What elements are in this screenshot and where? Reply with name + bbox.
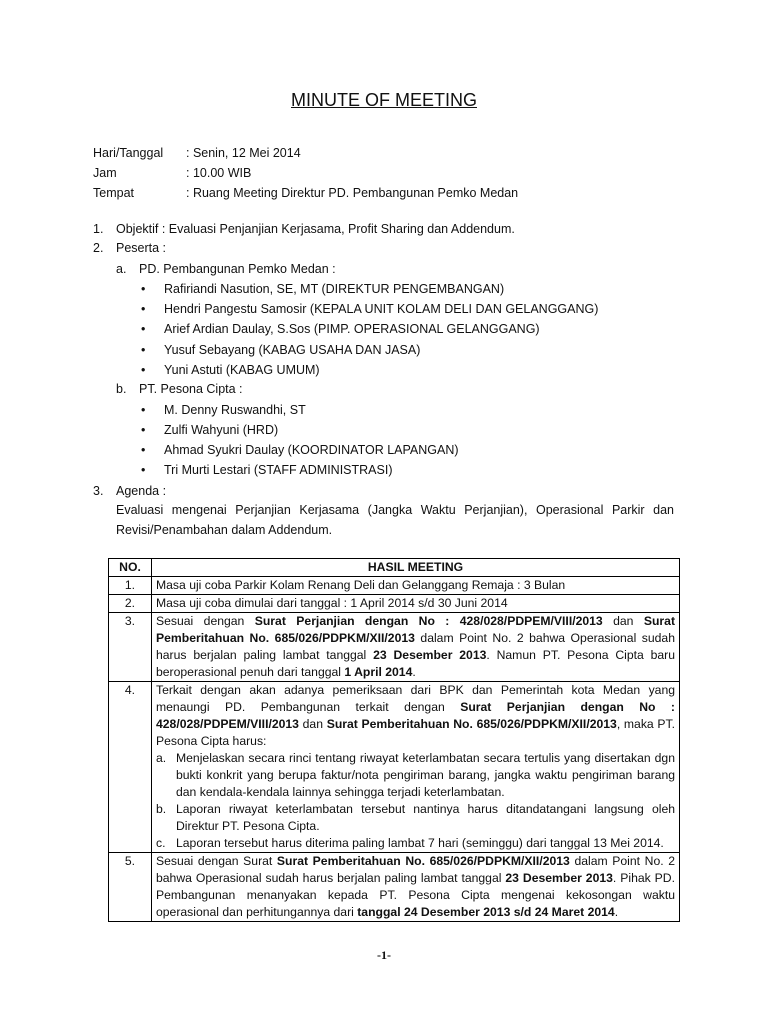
- sub-item-text: Menjelaskan secara rinci tentang riwayat keterlambatan secara tertulis yang disertakan dgn bukti konkrit yang berupa faktur/nota pengiriman barang, jangka waktu pengiriman barang dan kendala-kendala lainnya sehingga terjadi keterlambatan.: [176, 751, 675, 799]
- text-run: dan: [298, 717, 327, 731]
- bullet-icon: •: [141, 443, 146, 457]
- table-row: [109, 577, 680, 595]
- row-number: 4.: [109, 682, 152, 853]
- text-run: Sesuai dengan: [156, 614, 255, 628]
- bullet-icon: •: [141, 423, 146, 437]
- bold-run: Surat Perjanjian dengan No : 428/028/PDPEM/VIII/2013: [254, 614, 603, 628]
- participant-name: Yuni Astuti (KABAG UMUM): [164, 363, 320, 377]
- table-row: [109, 682, 680, 853]
- row-text: [152, 682, 680, 853]
- sub-item-label: c.: [156, 836, 166, 850]
- participant-name: Zulfi Wahyuni (HRD): [164, 423, 279, 437]
- agenda-heading: Agenda :: [116, 484, 167, 498]
- meta-label: Hari/Tanggal: [93, 146, 164, 160]
- sub-item: [156, 835, 675, 852]
- sublist-marker: b.: [116, 382, 127, 396]
- bullet-icon: •: [141, 302, 146, 316]
- sub-item: [156, 750, 675, 801]
- row-number: 1.: [109, 577, 152, 595]
- text-run: .: [412, 665, 416, 679]
- bullet-icon: •: [141, 403, 146, 417]
- page-number: -1-: [377, 948, 391, 962]
- bold-run: Surat Pemberitahuan No. 685/026/PDPKM/XII/2013: [276, 854, 570, 868]
- participant-name: M. Denny Ruswandhi, ST: [164, 403, 306, 417]
- sublist-marker: a.: [116, 262, 127, 276]
- text-run: dan: [602, 614, 644, 628]
- meta-value: : Senin, 12 Mei 2014: [186, 146, 301, 160]
- text-run: . Namun PT. Pesona Cipta baru beroperasional penuh dari tanggal: [156, 648, 676, 679]
- page-title: MINUTE OF MEETING: [291, 90, 477, 110]
- row-number: 5.: [109, 853, 152, 922]
- table-row: [109, 853, 680, 922]
- group-b-heading: PT. Pesona Cipta :: [139, 382, 243, 396]
- row-intro: [156, 682, 675, 750]
- bold-run: Surat Perjanjian dengan No : 428/028/PDPEM/VIII/2013: [156, 700, 675, 731]
- row-text: Masa uji coba dimulai dari tanggal : 1 April 2014 s/d 30 Juni 2014: [152, 595, 680, 613]
- participant-name: Yusuf Sebayang (KABAG USAHA DAN JASA): [164, 343, 421, 357]
- bullet-icon: •: [141, 363, 146, 377]
- bold-run: 23 Desember 2013: [373, 648, 487, 662]
- sub-item: [156, 801, 675, 835]
- sub-item-text: Laporan riwayat keterlambatan tersebut nantinya harus ditandatangani langsung oleh Direktur PT. Pesona Cipta.: [176, 802, 675, 833]
- table-header-row: [109, 559, 680, 577]
- bullet-icon: •: [141, 282, 146, 296]
- row-text: [152, 613, 680, 682]
- bullet-icon: •: [141, 463, 146, 477]
- participant-name: Rafiriandi Nasution, SE, MT (DIREKTUR PENGEMBANGAN): [164, 282, 505, 296]
- sub-item-label: a.: [156, 751, 167, 765]
- group-a-heading: PD. Pembangunan Pemko Medan :: [139, 262, 336, 276]
- sub-item-label: b.: [156, 802, 167, 816]
- list-number: 2.: [93, 241, 104, 255]
- meta-value: : 10.00 WIB: [186, 166, 252, 180]
- participants-heading: Peserta :: [116, 241, 167, 255]
- bold-run: Surat Pemberitahuan No. 685/026/PDPKM/XII/2013: [326, 717, 617, 731]
- list-number: 3.: [93, 484, 104, 498]
- bold-run: 1 April 2014: [344, 665, 413, 679]
- participant-name: Hendri Pangestu Samosir (KEPALA UNIT KOLAM DELI DAN GELANGGANG): [164, 302, 599, 316]
- bold-run: tanggal 24 Desember 2013 s/d 24 Maret 2014: [357, 905, 615, 919]
- bullet-icon: •: [141, 322, 146, 336]
- text-run: Sesuai dengan Surat: [156, 854, 277, 868]
- table-row: [109, 613, 680, 682]
- row-number: 2.: [109, 595, 152, 613]
- row-text: Masa uji coba Parkir Kolam Renang Deli dan Gelanggang Remaja : 3 Bulan: [152, 577, 680, 595]
- participant-name: Arief Ardian Daulay, S.Sos (PIMP. OPERASIONAL GELANGGANG): [164, 322, 540, 336]
- row-number: 3.: [109, 613, 152, 682]
- row-text: [152, 853, 680, 922]
- header-no: NO.: [109, 559, 152, 577]
- text-run: .: [614, 905, 619, 919]
- bold-run: 23 Desember 2013: [505, 871, 613, 885]
- text-run: dalam Point No. 2 bahwa Operasional sudah harus berjalan paling lambat tanggal: [156, 631, 675, 662]
- meta-label: Tempat: [93, 186, 134, 200]
- table-row: [109, 595, 680, 613]
- participant-name: Ahmad Syukri Daulay (KOORDINATOR LAPANGAN): [164, 443, 459, 457]
- text-run: dalam Point No. 2 bahwa Operasional sudah harus berjalan paling lambat tanggal: [156, 854, 675, 885]
- header-hasil-meeting: HASIL MEETING: [152, 559, 680, 577]
- meta-label: Jam: [93, 166, 117, 180]
- text-run: , maka PT. Pesona Cipta harus:: [156, 717, 675, 748]
- objective-text: Objektif : Evaluasi Penjanjian Kerjasama, Profit Sharing dan Addendum.: [116, 222, 515, 236]
- agenda-text: Evaluasi mengenai Perjanjian Kerjasama (Jangka Waktu Perjanjian), Operasional Parkir dan Revisi/Penambahan dalam Addendum.: [116, 503, 674, 537]
- participant-name: Tri Murti Lestari (STAFF ADMINISTRASI): [164, 463, 393, 477]
- list-number: 1.: [93, 222, 104, 236]
- text-run: Terkait dengan akan adanya pemeriksaan dari BPK dan Pemerintah kota Medan yang menaungi PD. Pembangunan terkait dengan: [156, 683, 675, 714]
- text-run: . Pihak PD. Pembangunan menanyakan kepada PT. Pesona Cipta mengenai kekosongan waktu operasional dan perhitungannya dari: [156, 871, 675, 919]
- bold-run: Surat Pemberitahuan No. 685/026/PDPKM/XII/2013: [156, 614, 675, 645]
- sub-item-text: Laporan tersebut harus diterima paling lambat 7 hari (seminggu) dari tanggal 13 Mei 2014.: [176, 836, 664, 850]
- bullet-icon: •: [141, 343, 146, 357]
- meta-value: : Ruang Meeting Direktur PD. Pembangunan Pemko Medan: [186, 186, 519, 200]
- meeting-results-table: [108, 558, 680, 922]
